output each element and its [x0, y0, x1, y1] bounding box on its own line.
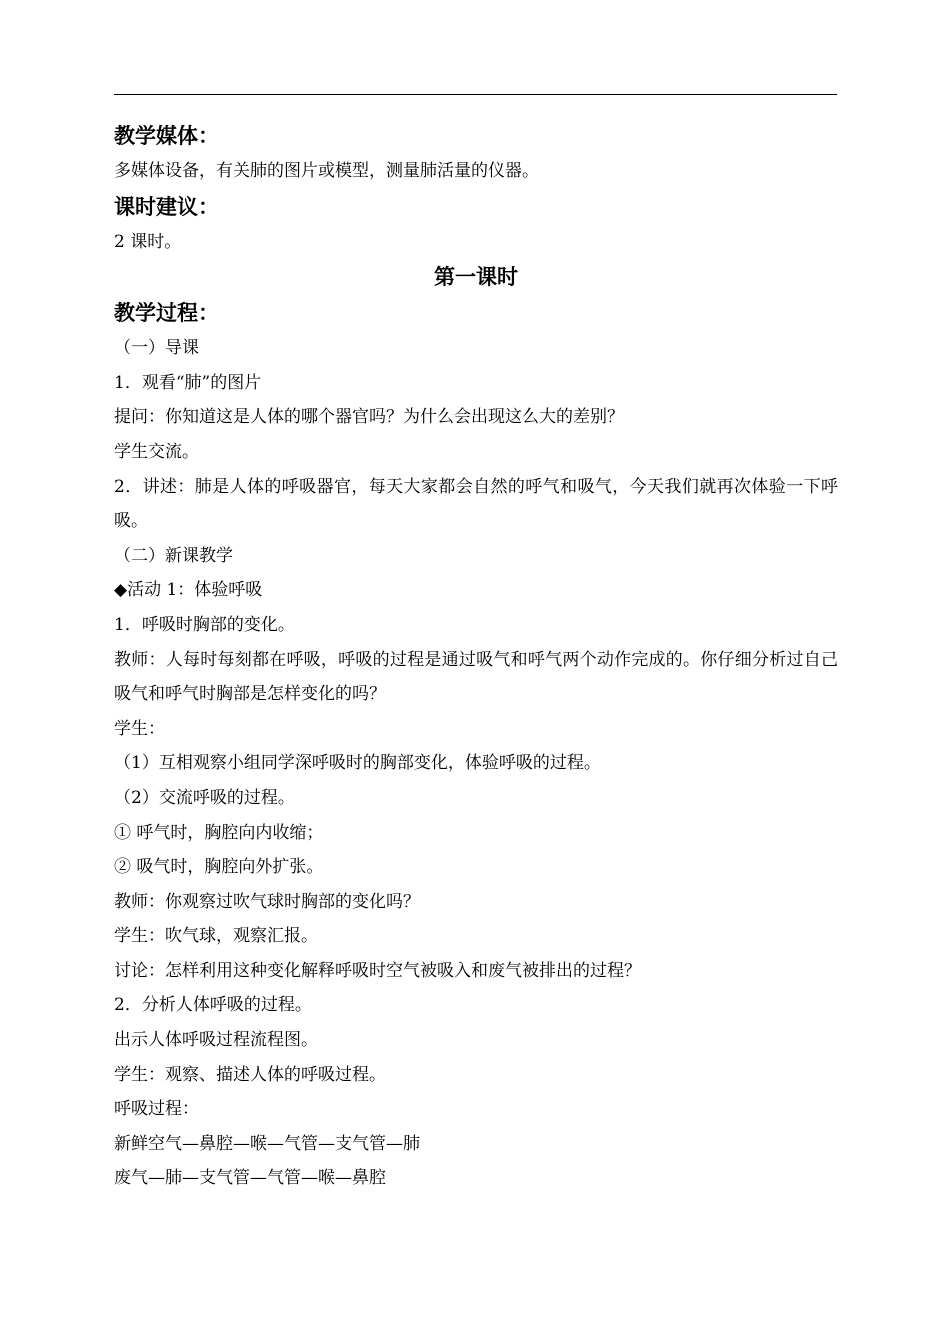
- process-line: 新鲜空气—鼻腔—喉—气管—支气管—肺: [114, 1133, 420, 1154]
- process-line: 教师：你观察过吹气球时胸部的变化吗？: [114, 891, 420, 912]
- process-line: （2）交流呼吸的过程。: [114, 787, 295, 808]
- process-line: 学生：吹气球，观察汇报。: [114, 926, 318, 947]
- process-line: （二）新课教学: [114, 545, 233, 566]
- header-rule: [114, 94, 837, 95]
- process-line: （1）互相观察小组同学深呼吸时的胸部变化，体验呼吸的过程。: [114, 753, 601, 774]
- activity-heading: ◆活动 1：体验呼吸: [114, 580, 263, 601]
- lesson-title: 第一课时: [434, 265, 518, 290]
- process-line: 2．讲述：肺是人体的呼吸器官，每天大家都会自然的呼气和吸气，今天我们就再次体验一下呼吸。: [114, 476, 838, 532]
- process-line: 废气—肺—支气管—气管—喉—鼻腔: [114, 1168, 386, 1189]
- time-heading: 课时建议：: [114, 194, 219, 219]
- process-line: 出示人体呼吸过程流程图。: [114, 1030, 318, 1051]
- process-line: 呼吸过程：: [114, 1099, 199, 1120]
- process-line: 讨论：怎样利用这种变化解释呼吸时空气被吸入和废气被排出的过程？: [114, 960, 641, 981]
- time-text: 2 课时。: [114, 231, 182, 252]
- media-text: 多媒体设备，有关肺的图片或模型，测量肺活量的仪器。: [114, 161, 539, 181]
- process-line: 学生：: [114, 718, 165, 739]
- process-line: 提问：你知道这是人体的哪个器官吗？为什么会出现这么大的差别？: [114, 407, 624, 428]
- process-line: 2．分析人体呼吸的过程。: [114, 995, 312, 1016]
- document-body: [114, 118, 838, 1196]
- process-line: 学生：观察、描述人体的呼吸过程。: [114, 1064, 386, 1085]
- process-line: 学生交流。: [114, 441, 199, 462]
- process-line: 教师：人每时每刻都在呼吸，呼吸的过程是通过吸气和呼气两个动作完成的。你仔细分析过自己吸气和呼气时胸部是怎样变化的吗？: [114, 649, 838, 705]
- process-line: （一）导课: [114, 338, 199, 359]
- process-line: ① 呼气时，胸腔向内收缩；: [114, 822, 324, 843]
- process-heading: 教学过程：: [114, 301, 219, 326]
- process-line: 1．观看“肺”的图片: [114, 372, 262, 393]
- media-heading: 教学媒体：: [114, 124, 219, 148]
- process-line: ② 吸气时，胸腔向外扩张。: [114, 857, 324, 878]
- process-line: 1．呼吸时胸部的变化。: [114, 614, 295, 635]
